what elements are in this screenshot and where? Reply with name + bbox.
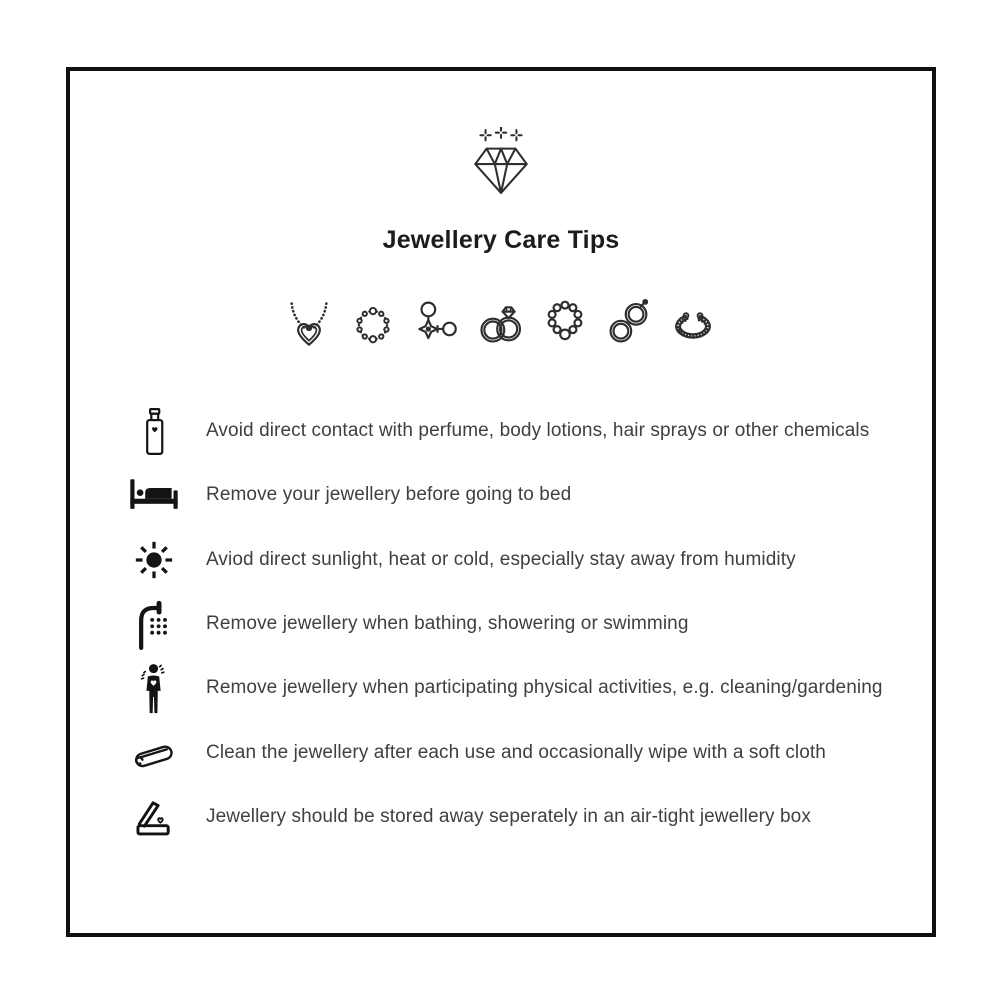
tip-row-shower bbox=[127, 592, 883, 656]
interlocked-rings-icon bbox=[475, 297, 527, 349]
tip-text: Avoid direct contact with perfume, body lotions, hair sprays or other chemicals bbox=[206, 420, 870, 442]
tip-row-chemicals bbox=[127, 399, 883, 463]
hoop-earrings-icon bbox=[603, 297, 655, 349]
tip-text: Remove jewellery when participating physical activities, e.g. cleaning/gardening bbox=[206, 677, 883, 699]
beaded-bracelet-icon bbox=[347, 297, 399, 349]
tip-row-cleaning bbox=[127, 720, 883, 784]
diamond-sparkles-icon bbox=[468, 127, 534, 197]
stud-earrings-icon bbox=[411, 297, 463, 349]
header bbox=[468, 127, 534, 202]
tip-row-storage bbox=[127, 785, 883, 849]
heart-pendant-necklace-icon bbox=[283, 297, 335, 349]
jewellery-icons-row bbox=[283, 297, 719, 349]
tip-text: Clean the jewellery after each use and occasionally wipe with a soft cloth bbox=[206, 741, 826, 763]
tip-row-sunlight bbox=[127, 528, 883, 592]
sun-icon bbox=[127, 539, 181, 581]
jewellery-box-icon bbox=[127, 795, 181, 839]
bed-icon bbox=[127, 478, 181, 512]
beaded-necklace-icon bbox=[539, 297, 591, 349]
page-title: Jewellery Care Tips bbox=[382, 226, 620, 254]
bangle-cuff-icon bbox=[667, 297, 719, 349]
shower-icon bbox=[127, 598, 181, 650]
tip-text: Remove jewellery when bathing, showering or swimming bbox=[206, 613, 689, 635]
soft-cloth-icon bbox=[127, 731, 181, 775]
tip-row-bed bbox=[127, 463, 883, 527]
tip-text: Remove your jewellery before going to bed bbox=[206, 484, 572, 506]
exercise-person-icon bbox=[127, 662, 181, 715]
tip-text: Aviod direct sunlight, heat or cold, especially stay away from humidity bbox=[206, 548, 796, 570]
perfume-bottle-icon bbox=[127, 405, 181, 458]
care-tips-list bbox=[127, 399, 883, 849]
tip-text: Jewellery should be stored away seperately in an air-tight jewellery box bbox=[206, 805, 811, 827]
card-frame bbox=[66, 67, 936, 937]
tip-row-activities bbox=[127, 656, 883, 720]
